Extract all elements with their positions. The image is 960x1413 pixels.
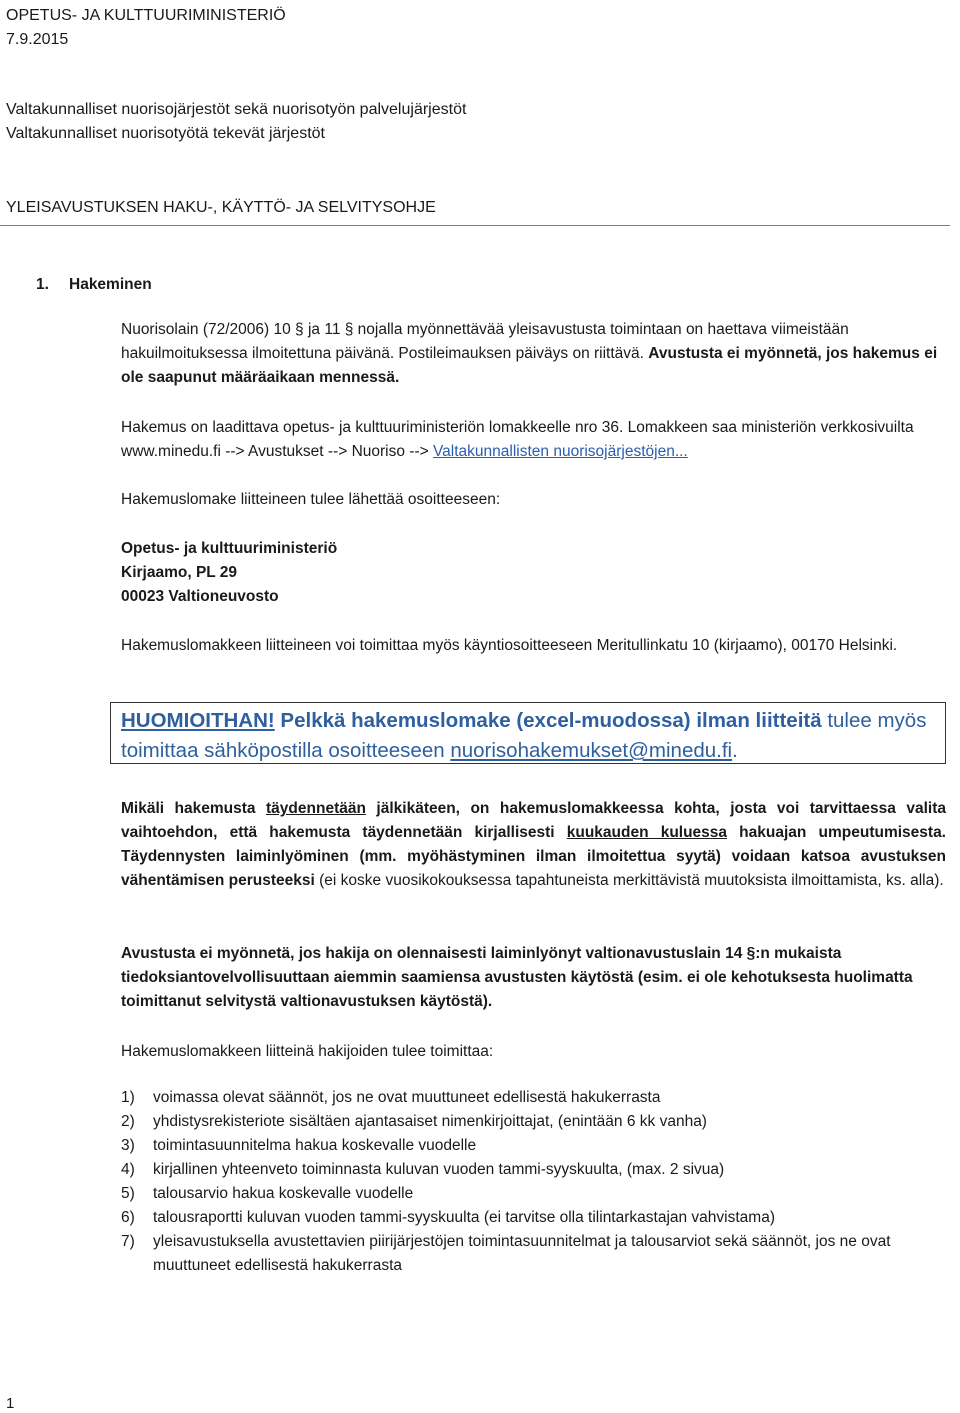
notice-text: tulee myös toimittaa sähköpostilla osoitteeseen [121,709,927,762]
supplement-text-b: täydennetään [266,800,366,817]
notice-box [110,702,946,764]
list-item-number: 1) [121,1089,135,1106]
list-item-number: 3) [121,1137,135,1154]
list-item [121,1206,946,1230]
section-number: 1. [36,276,49,293]
notice-email-link[interactable]: nuorisohakemukset@minedu.fi [450,739,733,762]
paragraph-obligation: Avustusta ei myönnetä, jos hakija on olennaisesti laiminlyönyt valtionavustuslain 14 §:n mukaista tiedoksiantovelvollisuuttaan aiemmin saamiensa avustusten käytöstä (esim. ei ole kehotuksesta huolimatta toimittanut selvitystä valtionavustuksen käytöstä). [121,945,913,1010]
paragraph-send-to: Hakemuslomake liitteineen tulee lähettää osoitteeseen: [121,491,501,508]
document-date: 7.9.2015 [6,31,69,48]
list-item-text: yleisavustuksella avustettavien piirijärjestöjen toimintasuunnitelmat ja talousarviot sekä säännöt, jos ne ovat muuttuneet edellisestä hakukerrasta [153,1233,891,1274]
list-item-number: 5) [121,1185,135,1202]
attachment-list [121,1086,946,1278]
list-item [121,1182,946,1206]
address-line-1: Opetus- ja kulttuuriministeriö [121,540,338,557]
deadline-bold-text: Avustusta ei myönnetä, jos hakemus ei ole saapunut määräaikaan mennessä. [121,345,938,386]
list-item-text: voimassa olevat säännöt, jos ne ovat muuttuneet edellisestä hakukerrasta [153,1089,661,1106]
recipient-line-1: Valtakunnalliset nuorisojärjestöt sekä nuorisotyön palvelujärjestöt [6,101,467,118]
paragraph-supplement [121,797,946,893]
page-number: 1 [6,1395,15,1412]
paragraph-deadline [121,318,946,390]
form-link[interactable]: Valtakunnallisten nuorisojärjestöjen... [432,443,688,460]
recipient-line-2: Valtakunnalliset nuorisotyötä tekevät järjestöt [6,125,325,142]
notice-end: . [732,739,738,762]
list-item-text: talousraportti kuluvan vuoden tammi-syyskuulta (ei tarvitse olla tilintarkastajan vahvistama) [153,1209,775,1226]
list-item-number: 2) [121,1113,135,1130]
address-line-2: Kirjaamo, PL 29 [121,564,238,581]
supplement-text-d: kuukauden kuluessa [566,824,728,841]
list-item-text: yhdistysrekisteriote sisältäen ajantasaiset nimenkirjoittajat, (enintään 6 kk vanha) [153,1113,707,1130]
deadline-text: Nuorisolain (72/2006) 10 § ja 11 § nojalla myönnettävää yleisavustusta toimintaan on haettava viimeistään hakuilmoituksessa ilmoitettuna päivänä. Postileimauksen päiväys on riittävä. [121,321,849,362]
notice-label: HUOMIOITHAN! [121,709,275,732]
list-item [121,1086,946,1110]
address-line-3: 00023 Valtioneuvosto [121,588,279,605]
list-item-number: 6) [121,1209,135,1226]
list-item-text: kirjallinen yhteenveto toiminnasta kuluvan vuoden tammi-syyskuulta, (max. 2 sivua) [153,1161,725,1178]
ministry-name: OPETUS- JA KULTTUURIMINISTERIÖ [6,7,286,24]
list-item [121,1158,946,1182]
form-text: Hakemus on laadittava opetus- ja kulttuuriministeriön lomakkeelle nro 36. Lomakkeen saa ministeriön verkkosivuilta www.minedu.fi --> Avustukset --> Nuoriso --> [121,419,914,460]
list-item [121,1230,946,1278]
paragraph-attachments: Hakemuslomakkeen liitteinä hakijoiden tulee toimittaa: [121,1043,494,1060]
list-item-number: 7) [121,1233,135,1250]
list-item-text: talousarvio hakua koskevalle vuodelle [153,1185,414,1202]
paragraph-form [121,416,946,464]
notice-bold-text: Pelkkä hakemuslomake (excel-muodossa) ilman liitteitä [274,709,822,732]
title-divider [0,225,950,226]
supplement-text-c: jälkikäteen, on hakemuslomakkeessa kohta, josta voi tarvittaessa valita vaihtoehdon, että hakemusta täydennetään kirjallisesti [121,800,947,841]
document-title: YLEISAVUSTUKSEN HAKU-, KÄYTTÖ- JA SELVITYSOHJE [6,199,436,216]
supplement-text-a: Mikäli hakemusta [121,800,267,817]
list-item [121,1134,946,1158]
paragraph-visit-address: Hakemuslomakkeen liitteineen voi toimittaa myös käyntiosoitteeseen Meritullinkatu 10 (kirjaamo), 00170 Helsinki. [121,637,898,654]
list-item-number: 4) [121,1161,135,1178]
section-heading: Hakeminen [69,276,152,293]
list-item-text: toimintasuunnitelma hakua koskevalle vuodelle [153,1137,477,1154]
list-item [121,1110,946,1134]
supplement-text-f: (ei koske vuosikokouksessa tapahtuneista merkittävistä muutoksista ilmoittamista, ks. alla). [314,872,944,889]
supplement-text-e: hakuajan umpeutumisesta. Täydennysten laiminlyöminen (mm. myöhästyminen ilman ilmoitettua syytä) voidaan katsoa avustuksen vähentämisen perusteeksi [121,824,946,889]
